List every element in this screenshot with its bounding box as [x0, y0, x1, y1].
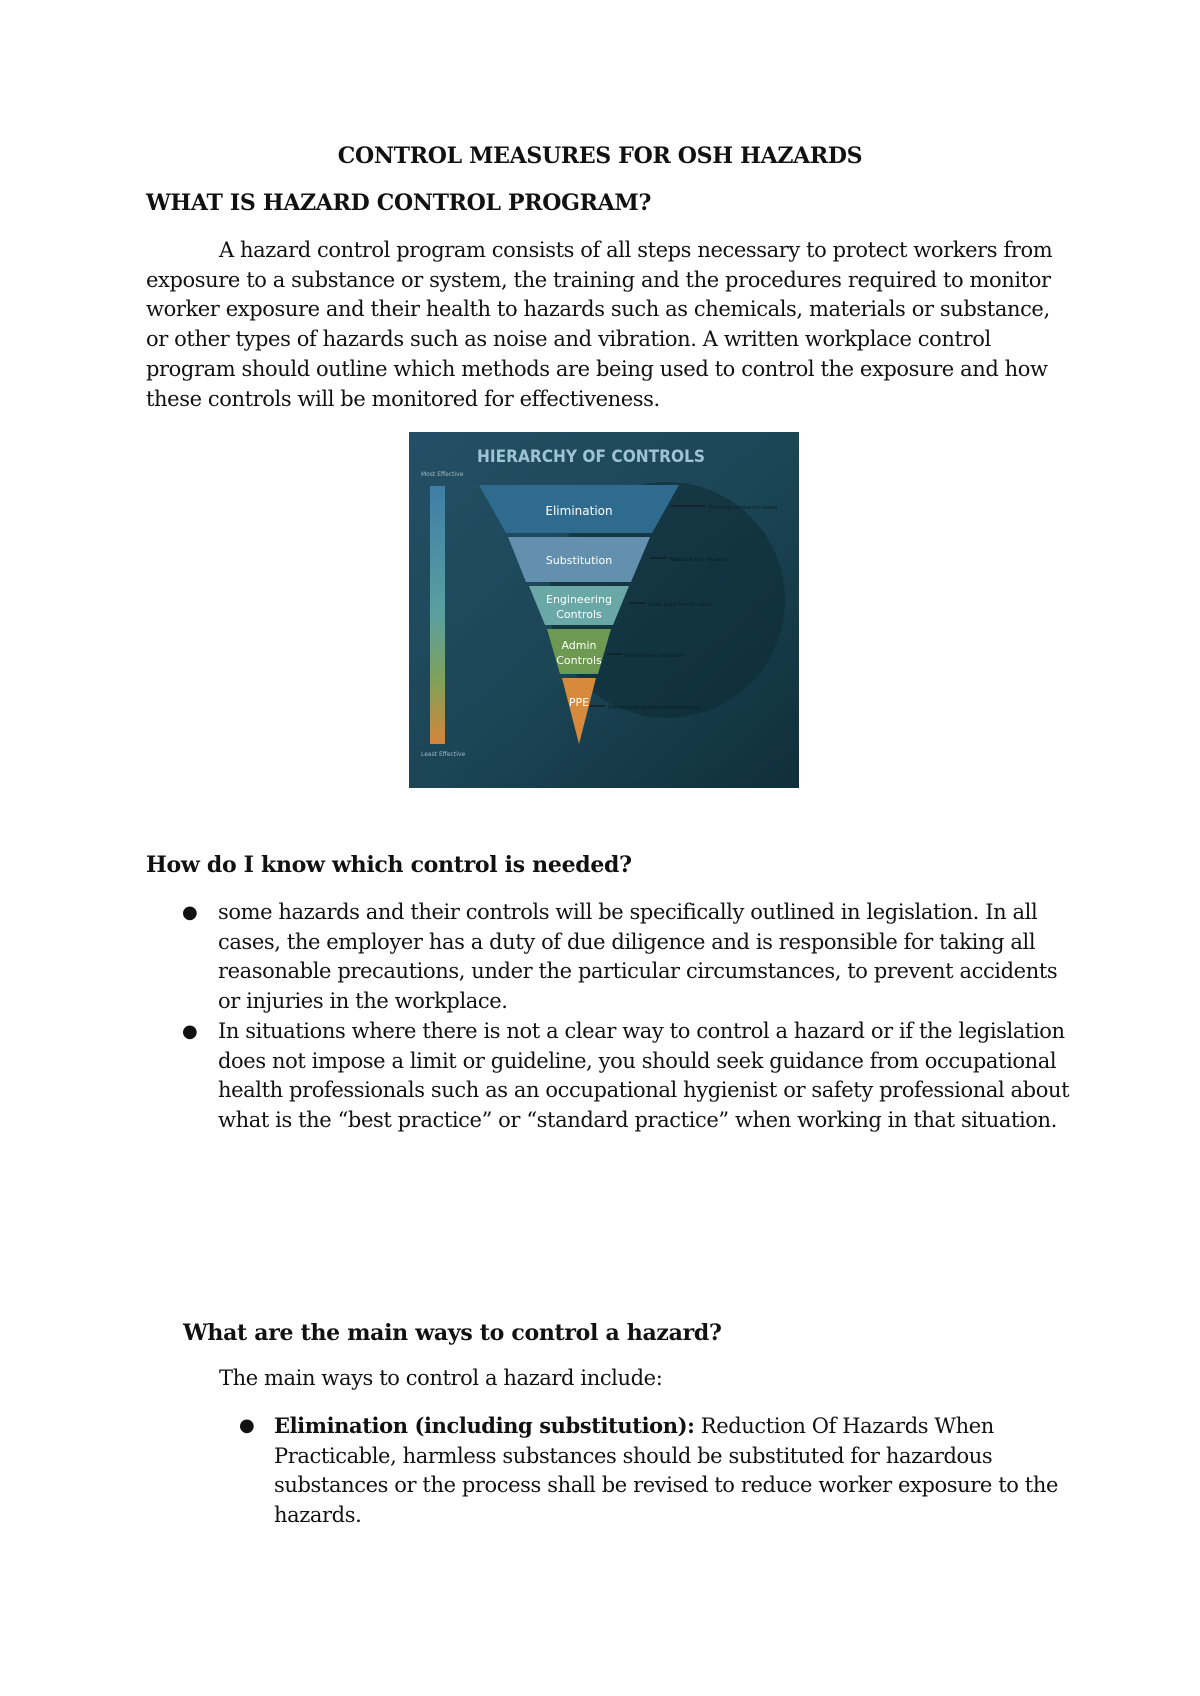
figure-title: HIERARCHY OF CONTROLS: [477, 447, 705, 467]
main-ways-list: [237, 1411, 1067, 1531]
effectiveness-scale-bar: [430, 486, 445, 744]
bullet-icon: ●: [182, 902, 198, 923]
hazard-control-program-paragraph: A hazard control program consists of all steps necessary to protect workers from exposure to a substance or system, the training and the procedures required to monitor worker exposure and their health to hazards such as chemicals, materials or substance, or other types of hazards such as noise and vibration. A written workplace control program should outline which methods are being used to control the exposure and how these controls will be monitored for effectiveness.: [146, 238, 1053, 411]
level-elimination-label: Elimination: [545, 504, 613, 518]
document-title: CONTROL MEASURES FOR OSH HAZARDS: [337, 143, 863, 169]
list-item: [180, 898, 1070, 1017]
section-heading-hazard-control-program: WHAT IS HAZARD CONTROL PROGRAM?: [146, 190, 652, 216]
section-heading-main-ways: What are the main ways to control a hazard?: [183, 1320, 722, 1346]
level-admin-label: Admin: [561, 639, 597, 652]
main-ways-intro: The main ways to control a hazard include:: [219, 1366, 663, 1390]
level-admin-label-2: Controls: [556, 654, 602, 667]
list-item: [180, 1017, 1070, 1136]
list-item-text: In situations where there is not a clear way to control a hazard or if the legislation does not impose a limit or guideline, you should seek guidance from occupational health professionals such as an occupational hygienist or safety professional about what is the “best practice” or “standard practice” when working in that situation.: [218, 1018, 1070, 1132]
scale-top-label: Most Effective: [421, 471, 464, 478]
note-admin: Change the way people work: [625, 653, 686, 659]
note-engineering: Isolate people from the hazard: [649, 602, 711, 608]
note-ppe: Protect the worker with Personal Protective Equipment: [608, 705, 701, 711]
note-elimination: Physically remove the hazard: [709, 505, 777, 511]
section-heading-which-control: How do I know which control is needed?: [146, 852, 632, 878]
level-engineering-label: Engineering: [546, 593, 612, 606]
list-item: [237, 1411, 1067, 1531]
hierarchy-of-controls-figure: [409, 432, 799, 788]
bullet-icon: ●: [182, 1020, 198, 1042]
level-substitution-label: Substitution: [545, 554, 613, 567]
list-item-text: some hazards and their controls will be specifically outlined in legislation. In all cases, the employer has a duty of due diligence and is responsible for taking all reasonable precautions, under the particular circumstances, to prevent accidents or injuries in the workplace.: [218, 900, 1058, 1014]
level-engineering-label-2: Controls: [556, 608, 602, 621]
note-substitution: Replace the hazard: [669, 557, 727, 563]
which-control-bullet-list: [180, 898, 1070, 1136]
list-item-text: Reduction Of Hazards When Practicable, harmless substances should be substituted for hazardous substances or the process shall be revised to reduce worker exposure to the hazards.: [274, 1414, 1058, 1528]
scale-bottom-label: Least Effective: [421, 751, 466, 758]
list-item-term: Elimination (including substitution):: [274, 1413, 695, 1438]
level-ppe-label: PPE: [568, 696, 590, 709]
bullet-icon: ●: [239, 1415, 255, 1436]
